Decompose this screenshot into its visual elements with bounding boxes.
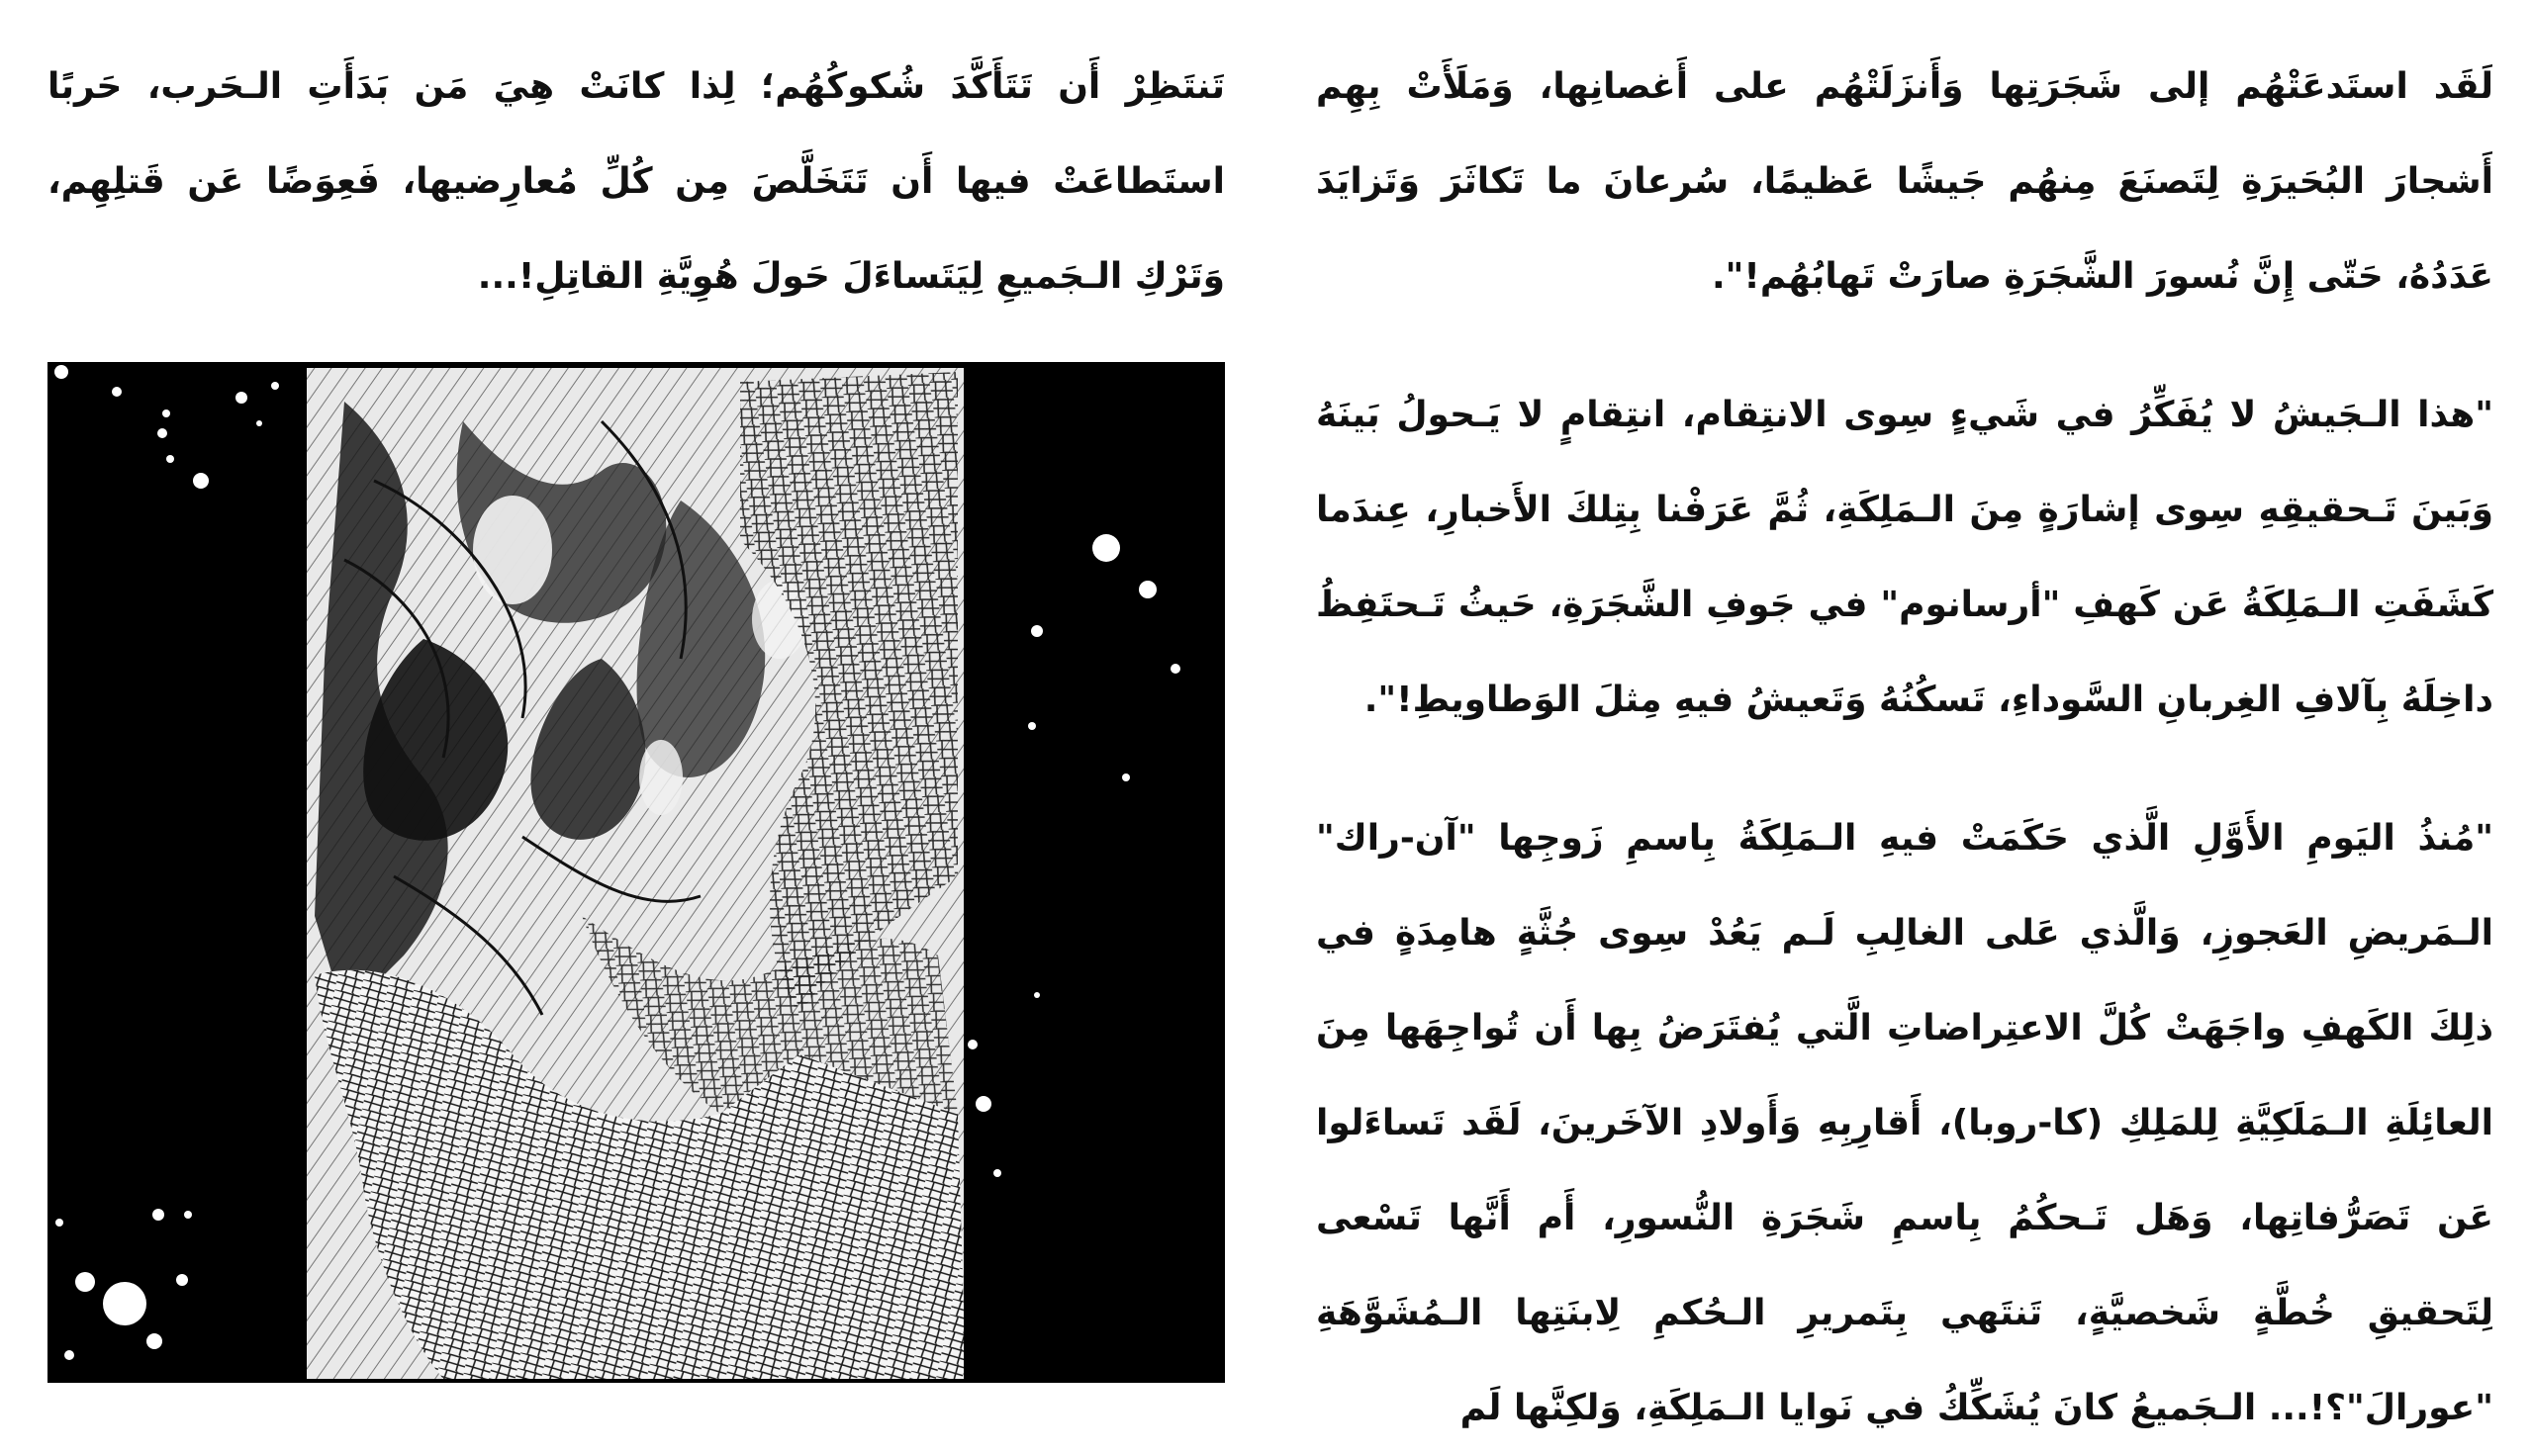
- cave-illustration: [47, 362, 1225, 1383]
- continuation-paragraph: تَنتَظِرْ أَن تَتَأَكَّدَ شُكوكُهُم؛ لِذا كانَتْ هِيَ مَن بَدَأَتِ الـحَرب، حَربًا استَطاعَتْ فيها أَن تَتَخَلَّصَ مِن كُلِّ مُعارِضيها، فَعِوَضًا عَن قَتلِهِم، وَتَرْكِ الـجَميعِ لِيَتَساءَلَ حَولَ هُوِيَّةِ القاتِلِ!...: [47, 66, 1225, 297]
- paragraph-1: لَقَد استَدعَتْهُم إلى شَجَرَتِها وَأَنزَلَتْهُم على أَغصانِها، وَمَلَأَتْ بِهِم أَشجارَ البُحَيرَةِ لِتَصنَعَ مِنهُم جَيشًا عَظيمًا، سُرعانَ ما تَكاثَرَ وَتَزايَدَ عَدَدُهُ، حَتّى إِنَّ نُسورَ الشَّجَرَةِ صارَتْ تَهابُهُم!".: [1316, 66, 2493, 297]
- paragraph-2: "هذا الـجَيشُ لا يُفَكِّرُ في شَيءٍ سِوى الانتِقام، انتِقامٍ لا يَـحولُ بَينَهُ وَبَينَ تَـحقيقِهِ سِوى إشارَةٍ مِنَ الـمَلِكَةِ، ثُمَّ عَرَفْنا بِتِلكَ الأَخبارِ، عِندَما كَشَفَتِ الـمَلِكَةُ عَن كَهفِ "أرسانوم" في جَوفِ الشَّجَرَةِ، حَيثُ تَـحتَفِظُ داخِلَهُ بِآلافِ الغِربانِ السَّوداءِ، تَسكُنُهُ وَتَعيشُ فيهِ مِثلَ الوَطاويطِ!".: [1316, 395, 2493, 720]
- paragraph-3: "مُنذُ اليَومِ الأَوَّلِ الَّذي حَكَمَتْ فيهِ الـمَلِكَةُ بِاسمِ زَوجِها "آن-راك" الـمَريضِ العَجوزِ، وَالَّذي عَلى الغالِبِ لَـم يَعُدْ سِوى جُثَّةٍ هامِدَةٍ في ذلِكَ الكَهفِ واجَهَتْ كُلَّ الاعتِراضاتِ الَّتي يُفتَرَضُ بِها أَن تُواجِهَها مِنَ العائِلَةِ الـمَلَكِيَّةِ لِلمَلِكِ (كا-روبا)، أَقارِبِهِ وَأَولادِ الآخَرينَ، لَقَد تَساءَلوا عَن تَصَرُّفاتِها، وَهَل تَـحكُمُ بِاسمِ شَجَرَةِ النُّسورِ، أَم أَنَّها تَسْعى لِتَحقيقِ خُطَّةٍ شَخصيَّةٍ، تَنتَهي بِتَمريرِ الـحُكمِ لِابنَتِها الـمُشَوَّهَةِ "عورالَ"؟!... الـجَميعُ كانَ يُشَكِّكُ في نَوايا الـمَلِكَةِ، وَلكِنَّها لَم: [1316, 818, 2493, 1428]
- cave-illustration-art: [47, 362, 1225, 1383]
- right-text-column: [1316, 40, 2493, 1456]
- left-text-column: [47, 40, 1225, 324]
